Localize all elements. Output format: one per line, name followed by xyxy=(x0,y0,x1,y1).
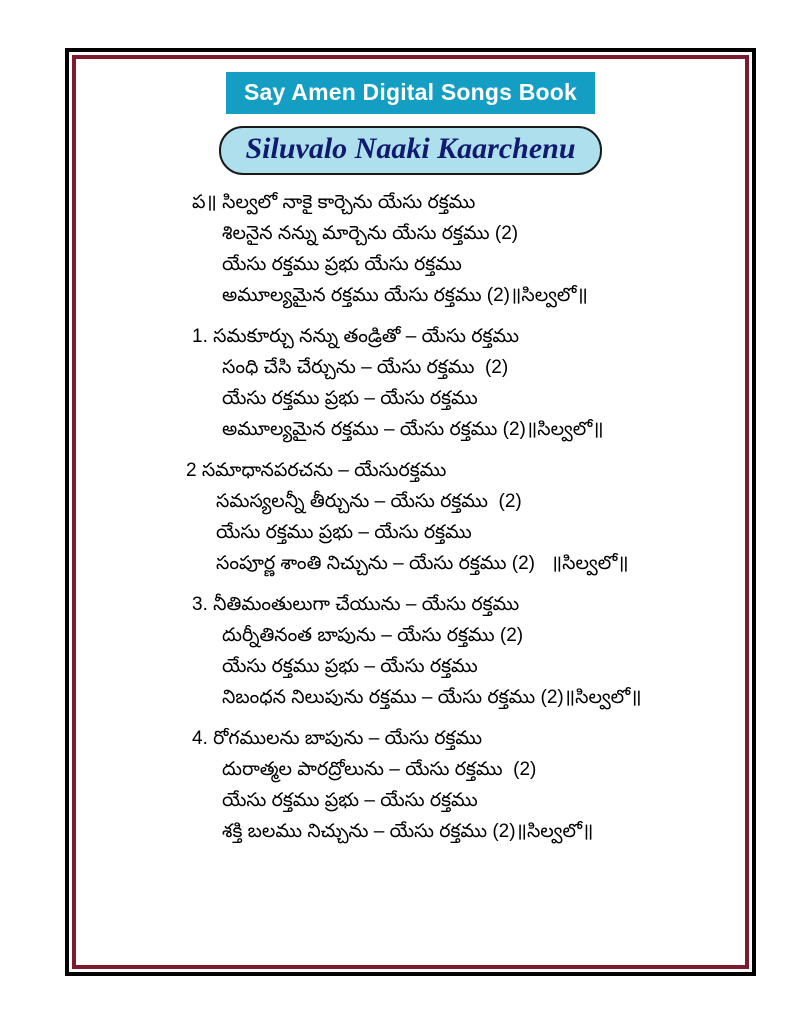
lyric-line: 1. సమకూర్చు నన్ను తండ్రితో – యేసు రక్తము xyxy=(192,325,520,347)
stanza-verse-4 xyxy=(76,723,745,847)
stanza-pallavi xyxy=(76,187,745,311)
lyric-line: దురాత్మల పారద్రోలును – యేసు రక్తము (2) xyxy=(222,758,537,780)
lyric-line: నిబంధన నిలుపును రక్తము – యేసు రక్తము (2)॥సిల్వలో॥ xyxy=(222,686,642,708)
lyric-line: సంధి చేసి చేర్చును – యేసు రక్తము (2) xyxy=(222,356,509,378)
lyric-line: యేసు రక్తము ప్రభు – యేసు రక్తము xyxy=(222,789,478,811)
lyric-line: యేసు రక్తము ప్రభు – యేసు రక్తము xyxy=(216,521,472,543)
lyric-line: సమస్యలన్నీ తీర్చును – యేసు రక్తము (2) xyxy=(216,490,522,512)
lyric-line: శక్తి బలము నిచ్చును – యేసు రక్తము (2)॥సిల్వలో॥ xyxy=(222,820,594,842)
lyric-line: అమూల్యమైన రక్తము యేసు రక్తము (2)॥సిల్వలో॥ xyxy=(222,284,588,306)
lyric-line: 2 సమాధానపరచను – యేసురక్తము xyxy=(186,459,447,481)
stanza-verse-2 xyxy=(76,455,745,579)
song-title: Siluvalo Naaki Kaarchenu xyxy=(219,126,601,175)
stanza-verse-3 xyxy=(76,589,745,713)
lyric-line: 3. నీతిమంతులుగా చేయును – యేసు రక్తము xyxy=(192,593,520,615)
lyrics-body xyxy=(76,187,745,847)
lyric-line: యేసు రక్తము ప్రభు యేసు రక్తము xyxy=(222,253,462,275)
lyric-line: యేసు రక్తము ప్రభు – యేసు రక్తము xyxy=(222,387,478,409)
book-title-banner: Say Amen Digital Songs Book xyxy=(226,72,595,114)
song-title-row xyxy=(76,126,745,175)
song-sheet-content xyxy=(76,59,745,965)
lyric-line: 4. రోగములను బాపును – యేసు రక్తము xyxy=(192,727,483,749)
stanza-verse-1 xyxy=(76,321,745,445)
lyric-line: దుర్నీతినంత బాపును – యేసు రక్తము (2) xyxy=(222,624,524,646)
header-banner-row xyxy=(76,72,745,114)
lyric-line: అమూల్యమైన రక్తము – యేసు రక్తము (2)॥సిల్వలో॥ xyxy=(222,418,604,440)
lyric-line: సంపూర్ణ శాంతి నిచ్చును – యేసు రక్తము (2) ॥సిల్వలో॥ xyxy=(216,552,629,574)
lyric-line: ప॥ సిల్వలో నాకై కార్చెను యేసు రక్తము xyxy=(192,191,476,213)
lyric-line: యేసు రక్తము ప్రభు – యేసు రక్తము xyxy=(222,655,478,677)
lyric-line: శిలనైన నన్ను మార్చెను యేసు రక్తము (2) xyxy=(222,222,519,244)
